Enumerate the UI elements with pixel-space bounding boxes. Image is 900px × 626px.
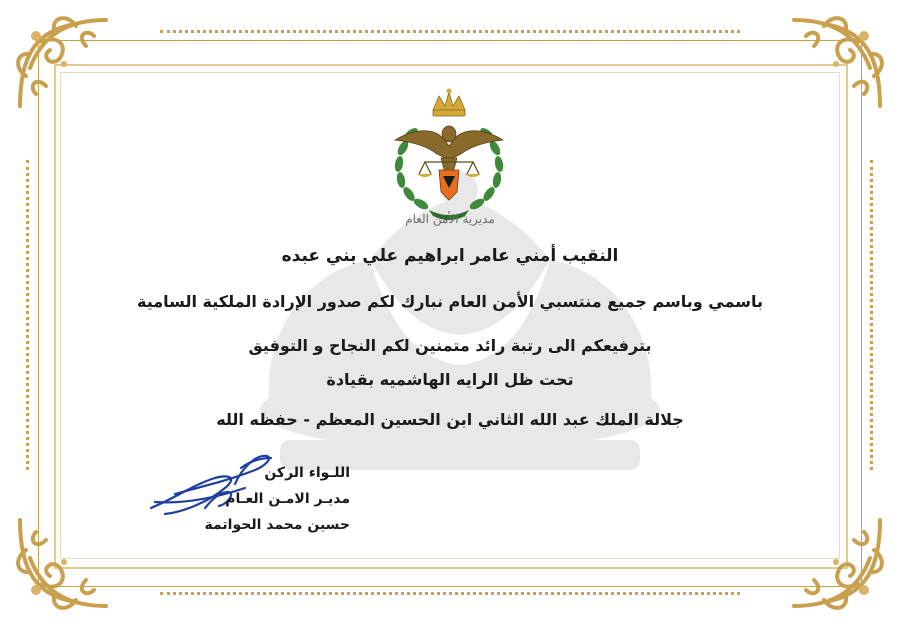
signatory-block (150, 460, 350, 538)
ornament-corner-top-right-icon (774, 6, 894, 126)
ornament-corner-bottom-left-icon (6, 500, 126, 620)
bottom-dotted-border (160, 592, 740, 595)
message-line-3: تحت ظل الرايه الهاشميه بقيادة (326, 370, 574, 389)
message-line-1: باسمي وباسم جميع منتسبي الأمن العام نبارك لكم صدور الإرادة الملكية السامية (137, 292, 763, 311)
emblem-caption: مديرية الأمن العام (405, 212, 495, 226)
top-dotted-border (160, 30, 740, 33)
right-dotted-border (870, 160, 873, 470)
recipient-name: النقيب أمني عامر ابراهيم علي بني عبده (281, 246, 619, 266)
left-dotted-border (26, 160, 29, 470)
message-line-4: جلالة الملك عبد الله الثاني ابن الحسين المعظم - حفظه الله (216, 410, 684, 429)
signatory-rank: اللـواء الركن (264, 465, 350, 481)
signatory-title: مديـر الامـن العـام (225, 491, 350, 507)
public-security-emblem-icon (385, 88, 513, 228)
ornament-corner-top-left-icon (6, 6, 126, 126)
signatory-name: حسين محمد الحواتمة (204, 517, 350, 533)
message-line-2: بترفيعكم الى رتبة رائد متمنين لكم النجاح و التوفيق (248, 336, 652, 355)
ornament-corner-bottom-right-icon (774, 500, 894, 620)
